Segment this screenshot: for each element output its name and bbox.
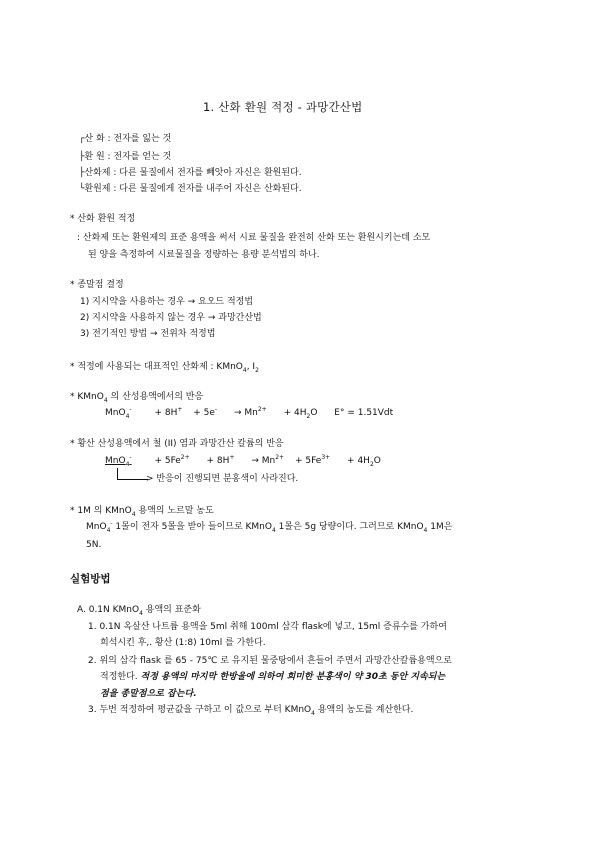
- redox-desc-line2: 된 양을 측정하여 시료물질을 정량하는 용량 분석법의 하나.: [88, 250, 320, 260]
- definition-oxidation: ┌산 화 : 전자를 잃는 것: [79, 134, 172, 144]
- normality-heading: * 1M 의 KMnO$_4$ 용액의 노르말 농도: [70, 506, 214, 518]
- method-step1-line2: 희석시킨 후,. 황산 (1:8) 10ml 를 가한다.: [100, 638, 266, 648]
- redox-heading: * 산화 환원 적정: [70, 214, 136, 224]
- endpoint-heading: * 종말점 결정: [70, 280, 124, 290]
- method-step1-line1: 1. 0.1N 옥살산 나트륨 용액을 5ml 취해 100ml 삼각 flask에 넣고, 15ml 증류수를 가하여: [88, 622, 447, 632]
- sulfuric-reaction-equation: $MnO_4^- + 5Fe^{2+} + 8H^+ \to Mn^{2+} + 5Fe^{3+} + 4H_2O$: [105, 454, 381, 468]
- definition-reduction: ├환 원 : 전자를 얻는 것: [79, 152, 172, 162]
- method-section-a: A. 0.1N KMnO$_4$ 용액의 표준화: [77, 605, 201, 617]
- normality-line1: MnO$_4$- 1몰이 전자 5몰을 받아 들이므로 KMnO$_4$ 1몰은 5g 당량이다. 그러므로 KMnO$_4$ 1M은: [86, 520, 453, 534]
- sulfuric-reaction-heading: * 황산 산성용액에서 철 (II) 염과 과망간산 칼륨의 반응: [70, 439, 284, 449]
- return-arrow-icon: [117, 468, 148, 480]
- endpoint-item-3: 3) 전기적인 방법 → 전위차 적정법: [80, 329, 216, 339]
- sulfuric-reaction-note: > 반응이 진행되면 분홍색이 사라진다.: [146, 474, 299, 484]
- endpoint-item-1: 1) 지시약을 사용하는 경우 → 요오드 적정법: [80, 297, 254, 307]
- oxidants-line: * 적정에 사용되는 대표적인 산화제 : KMnO$_4$, $I_2$: [70, 362, 259, 374]
- page-title: 1. 산화 환원 적정 - 과망간산법: [203, 100, 363, 114]
- normality-line2: 5N.: [86, 540, 102, 550]
- method-step2-line1: 2. 위의 삼각 flask 를 65 - 75℃ 로 유지된 물중탕에서 흔들어 주면서 과망간산칼륨용액으로: [88, 656, 452, 666]
- acid-reaction-heading: * KMnO$_4$ 의 산성용액에서의 반응: [70, 392, 204, 404]
- method-step2-line3: 점을 종말점으로 잡는다.: [100, 689, 197, 699]
- method-heading: 실험방법: [70, 573, 111, 585]
- method-step3: 3. 두번 적정하여 평균값을 구하고 이 값으로 부터 KMnO$_4$ 용액의 농도를 계산한다.: [88, 705, 414, 717]
- definition-oxidant: ├산화제 : 다른 물질에서 전자를 빼앗아 자신은 환원된다.: [79, 168, 302, 178]
- endpoint-item-2: 2) 지시약을 사용하지 않는 경우 → 과망간산법: [80, 313, 262, 323]
- redox-desc-line1: : 산화제 또는 환원제의 표준 용액을 써서 시료 물질을 완전히 산화 또는 환원시키는데 소모: [77, 233, 431, 243]
- acid-reaction-equation: $MnO_4^- + 8H^+ + 5e^- \to Mn^{2+} + 4H_2O$ E° = 1.51Vdt: [105, 406, 394, 420]
- definition-reductant: └환원제 : 다른 물질에게 전자를 내주어 자신은 산화된다.: [79, 184, 302, 194]
- method-step2-line2: 적정한다. 적정 용액의 마지막 한방울에 의하여 희미한 분홍색이 약 30초 동안 지속되는: [100, 672, 446, 682]
